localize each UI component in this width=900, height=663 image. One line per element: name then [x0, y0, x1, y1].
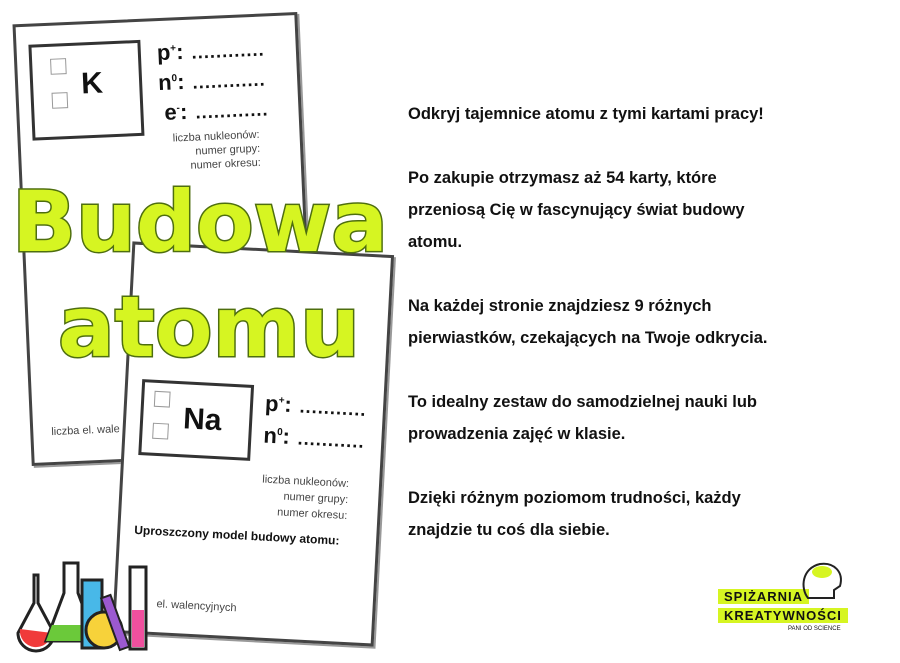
element-box	[138, 379, 254, 461]
checkbox	[52, 92, 69, 109]
neutrons-symbol: n	[262, 422, 278, 449]
neutrons-field: $n^0$: ............	[157, 68, 267, 96]
text-line: Na każdej stronie znajdziesz 9 różnych	[408, 297, 712, 315]
neutrons-field: $n^0$: ...........	[262, 422, 366, 452]
text-line: prowadzenia zajęć w klasie.	[408, 425, 626, 443]
protons-symbol: p	[264, 390, 280, 417]
electrons-symbol: e	[163, 99, 178, 125]
nucleons-label: liczba nukleonów:	[261, 473, 350, 491]
lab-glassware-icon	[12, 555, 157, 655]
text-line: Po zakupie otrzymasz aż 54 karty, które	[408, 169, 717, 187]
title-line-1: Budowa	[12, 173, 388, 271]
blank-dots: ............	[194, 98, 269, 123]
element-symbol: K	[80, 66, 104, 101]
model-heading: Uproszczony model budowy atomu:	[133, 522, 340, 548]
electrons-field: e-: ............	[163, 98, 269, 125]
electrons-sup: -	[176, 102, 181, 115]
blank-dots: ............	[192, 68, 267, 93]
blank-dots: ............	[191, 38, 265, 63]
neutrons-sup: 0	[171, 72, 178, 85]
text-line: przeniosą Cię w fascynujący świat budowy	[408, 201, 745, 219]
checkbox	[154, 391, 171, 408]
valence-label: el. walencyjnych	[156, 598, 237, 615]
logo-line-2: KREATYWNOŚCI	[718, 608, 848, 623]
period-label: numer okresu:	[190, 156, 262, 172]
text-line: To idealny zestaw do samodzielnej nauki lub	[408, 393, 758, 411]
text-line: pierwiastków, czekających na Twoje odkrycia.	[408, 329, 768, 347]
text-line: atomu.	[408, 233, 463, 251]
title-line-2: atomu	[58, 278, 360, 376]
description	[408, 66, 888, 578]
group-label: numer grupy:	[195, 142, 261, 158]
neutrons-symbol: n	[157, 69, 173, 96]
checkbox	[50, 58, 67, 75]
element-box	[28, 40, 144, 141]
element-symbol: Na	[182, 402, 223, 438]
text-line: Dzięki różnym poziomom trudności, każdy	[408, 489, 741, 507]
text-line: znajdzie tu coś dla siebie.	[408, 521, 610, 539]
protons-symbol: p	[156, 39, 171, 66]
brand-logo	[718, 588, 848, 632]
protons-sup: +	[169, 42, 177, 55]
checkbox	[152, 423, 169, 440]
protons-field: p+: ...........	[264, 390, 368, 420]
blank-dots: ...........	[297, 427, 366, 452]
nucleons-label: liczba nukleonów:	[172, 128, 260, 145]
head-lightbulb-icon	[798, 558, 848, 602]
blank-dots: ...........	[299, 395, 368, 420]
period-label: numer okresu:	[276, 506, 348, 523]
protons-field: p+: ............	[156, 38, 265, 66]
text-line: Odkryj tajemnice atomu z tymi kartami pracy!	[408, 105, 764, 123]
protons-sup: +	[278, 394, 285, 407]
neutrons-sup: 0	[276, 426, 283, 439]
logo-line-1: SPIŻARNIA	[718, 589, 809, 604]
group-label: numer grupy:	[283, 490, 349, 507]
logo-subtitle: PANI OD SCIENCE	[788, 626, 841, 632]
valence-label: liczba el. wale	[51, 423, 120, 439]
